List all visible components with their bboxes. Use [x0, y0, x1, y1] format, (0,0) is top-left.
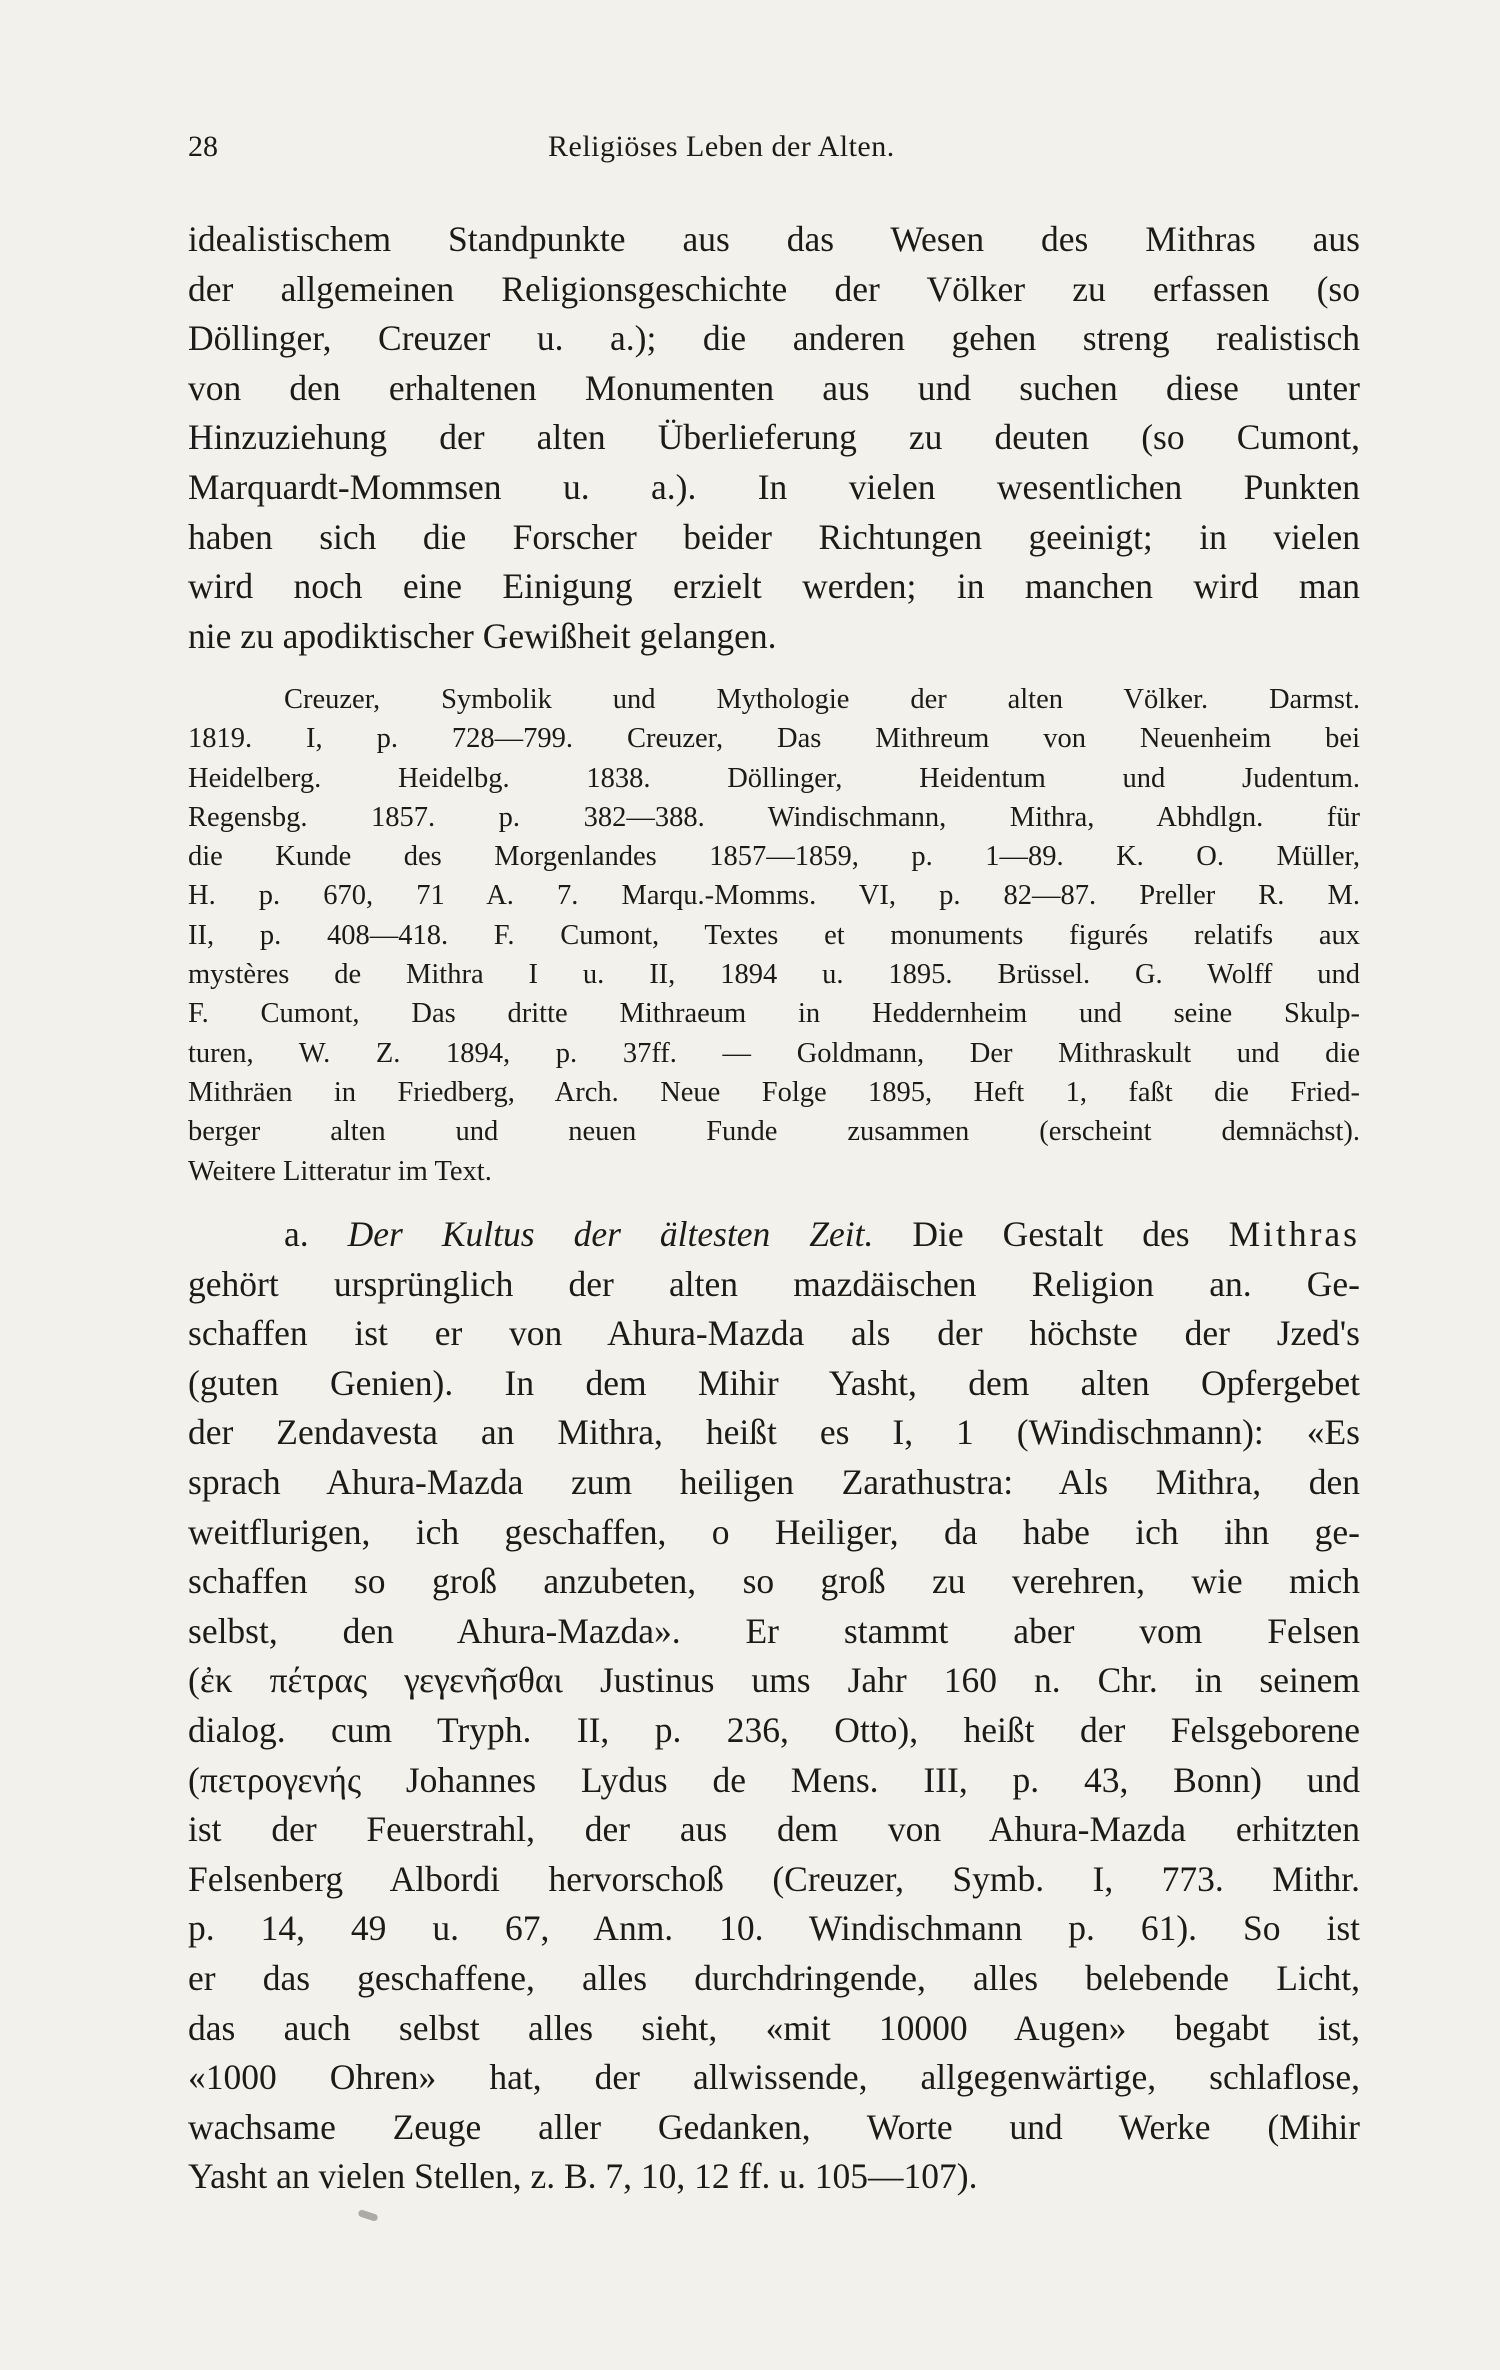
- note-line: berger alten und neuen Funde zusammen (erscheint demnächst).: [188, 1116, 1360, 1148]
- text-line: weitflurigen, ich geschaffen, o Heiliger, da habe ich ihn ge-: [188, 1511, 1360, 1552]
- text-line: (πετρογενής Johannes Lydus de Mens. III, p. 43, Bonn) und: [188, 1759, 1360, 1800]
- note-line: turen, W. Z. 1894, p. 37ff. — Goldmann, Der Mithraskult und die: [188, 1037, 1360, 1069]
- note-line: Mithräen in Friedberg, Arch. Neue Folge 1895, Heft 1, faßt die Fried-: [188, 1076, 1360, 1108]
- text-line: der allgemeinen Religionsgeschichte der Völker zu erfassen (so: [188, 268, 1360, 309]
- note-line: F. Cumont, Das dritte Mithraeum in Heddernheim und seine Skulp-: [188, 998, 1360, 1030]
- note-line: Weitere Litteratur im Text.: [188, 1155, 492, 1187]
- text-line: p. 14, 49 u. 67, Anm. 10. Windischmann p. 61). So ist: [188, 1908, 1360, 1949]
- text-line: er das geschaffene, alles durchdringende, alles belebende Licht,: [188, 1957, 1360, 1998]
- text-line: Felsenberg Albordi hervorschoß (Creuzer, Symb. I, 773. Mithr.: [188, 1858, 1360, 1899]
- paragraph-1: [188, 215, 1360, 661]
- text-line: selbst, den Ahura-Mazda». Er stammt aber vom Felsen: [188, 1610, 1360, 1651]
- running-header: [188, 130, 1358, 176]
- text-line: Döllinger, Creuzer u. a.); die anderen gehen streng realistisch: [188, 318, 1360, 359]
- text-line: der Zendavesta an Mithra, heißt es I, 1 (Windischmann): «Es: [188, 1412, 1360, 1453]
- ink-smudge: [357, 2209, 378, 2222]
- text-line: schaffen so groß anzubeten, so groß zu verehren, wie mich: [188, 1561, 1360, 1602]
- note-line: 1819. I, p. 728—799. Creuzer, Das Mithreum von Neuenheim bei: [188, 723, 1360, 755]
- note-line: Heidelberg. Heidelbg. 1838. Döllinger, Heidentum und Judentum.: [188, 762, 1360, 794]
- section-a-first-line: [188, 1210, 1360, 1260]
- text-line: idealistischem Standpunkte aus das Wesen des Mithras aus: [188, 219, 1360, 259]
- text-line: (ἐκ πέτρας γεγενῆσθαι Justinus ums Jahr 160 n. Chr. in seinem: [188, 1660, 1360, 1701]
- text-line: (guten Genien). In dem Mihir Yasht, dem alten Opfergebet: [188, 1362, 1360, 1403]
- note-line: II, p. 408—418. F. Cumont, Textes et monuments figurés relatifs aux: [188, 919, 1360, 951]
- text-line: das auch selbst alles sieht, «mit 10000 Augen» begabt ist,: [188, 2007, 1360, 2048]
- text-line: dialog. cum Tryph. II, p. 236, Otto), heißt der Felsgeborene: [188, 1709, 1360, 1750]
- note-line: Regensbg. 1857. p. 382—388. Windischmann, Mithra, Abhdlgn. für: [188, 801, 1360, 833]
- text-line: gehört ursprünglich der alten mazdäischen Religion an. Ge-: [188, 1263, 1360, 1304]
- note-line: die Kunde des Morgenlandes 1857—1859, p. 1—89. K. O. Müller,: [188, 841, 1360, 873]
- text-line: haben sich die Forscher beider Richtungen geeinigt; in vielen: [188, 516, 1360, 557]
- text-line: Marquardt-Mommsen u. a.). In vielen wesentlichen Punkten: [188, 466, 1360, 507]
- text-line: nie zu apodiktischer Gewißheit gelangen.: [188, 615, 777, 656]
- section-heading: Der Kultus der ältesten Zeit.: [347, 1214, 874, 1254]
- note-line: mystères de Mithra I u. II, 1894 u. 1895. Brüssel. G. Wolff und: [188, 959, 1360, 991]
- bibliography-note: [188, 680, 1360, 1191]
- text-line: wachsame Zeuge aller Gedanken, Worte und Werke (Mihir: [188, 2106, 1360, 2147]
- text-line: «1000 Ohren» hat, der allwissende, allgegenwärtige, schlaflose,: [188, 2057, 1360, 2098]
- text-line: von den erhaltenen Monumenten aus und suchen diese unter: [188, 367, 1360, 408]
- page-number: 28: [188, 130, 218, 163]
- text-line: ist der Feuerstrahl, der aus dem von Ahura-Mazda erhitzten: [188, 1809, 1360, 1850]
- note-line: H. p. 670, 71 A. 7. Marqu.-Momms. VI, p. 82—87. Preller R. M.: [188, 880, 1360, 912]
- text-line: wird noch eine Einigung erzielt werden; in manchen wird man: [188, 566, 1360, 607]
- running-title: Religiöses Leben der Alten.: [548, 130, 895, 163]
- spaced-name: Mithras: [1228, 1214, 1360, 1254]
- text-line: schaffen ist er von Ahura-Mazda als der höchste der Jzed's: [188, 1313, 1360, 1354]
- text-line: Hinzuziehung der alten Überlieferung zu deuten (so Cumont,: [188, 417, 1360, 458]
- text-line: Yasht an vielen Stellen, z. B. 7, 10, 12 ff. u. 105—107).: [188, 2156, 978, 2197]
- section-a: [188, 1210, 1360, 2202]
- section-text: Die Gestalt des: [912, 1214, 1190, 1254]
- text-line: sprach Ahura-Mazda zum heiligen Zarathustra: Als Mithra, den: [188, 1461, 1360, 1502]
- note-line: Creuzer, Symbolik und Mythologie der alten Völker. Darmst.: [284, 684, 1360, 715]
- section-label: a.: [284, 1214, 309, 1254]
